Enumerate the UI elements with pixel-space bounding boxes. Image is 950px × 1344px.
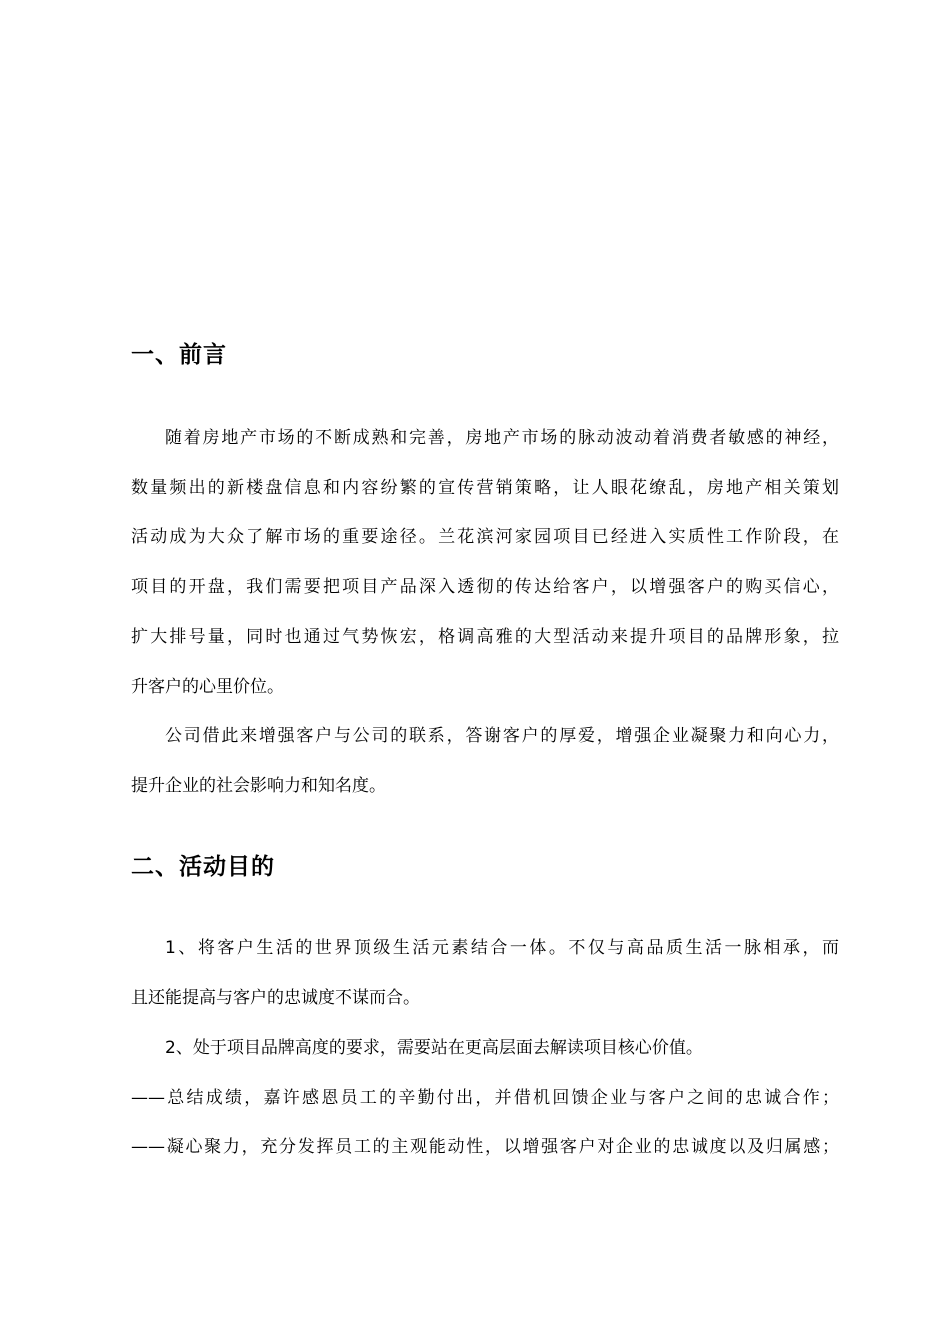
paragraph-line: 提升企业的社会影响力和知名度。 — [131, 776, 386, 796]
paragraph-line: 活动成为大众了解市场的重要途径。兰花滨河家园项目已经进入实质性工作阶段，在 — [131, 527, 839, 547]
paragraph-line: 数量频出的新楼盘信息和内容纷繁的宣传营销策略，让人眼花缭乱，房地产相关策划 — [131, 478, 839, 498]
paragraph-line: 升客户的心里价位。 — [131, 677, 284, 697]
paragraph-line: 扩大排号量，同时也通过气势恢宏，格调高雅的大型活动来提升项目的品牌形象，拉 — [131, 627, 839, 647]
section-heading-preface: 一、前言 — [131, 342, 227, 368]
paragraph-line: ——总结成绩，嘉许感恩员工的辛勤付出，并借机回馈企业与客户之间的忠诚合作； — [131, 1088, 839, 1108]
paragraph-line: 且还能提高与客户的忠诚度不谋而合。 — [131, 988, 420, 1008]
paragraph-line: 项目的开盘，我们需要把项目产品深入透彻的传达给客户，以增强客户的购买信心， — [131, 577, 839, 597]
paragraph-line: 随着房地产市场的不断成熟和完善，房地产市场的脉动波动着消费者敏感的神经， — [165, 428, 839, 448]
section-heading-activity-purpose: 二、活动目的 — [131, 854, 275, 880]
paragraph-line: ——凝心聚力，充分发挥员工的主观能动性，以增强客户对企业的忠诚度以及归属感； — [131, 1137, 839, 1157]
paragraph-line: 公司借此来增强客户与公司的联系，答谢客户的厚爱，增强企业凝聚力和向心力， — [165, 726, 839, 746]
paragraph-line: 1、将客户生活的世界顶级生活元素结合一体。不仅与高品质生活一脉相承，而 — [165, 938, 839, 958]
paragraph-line: 2、处于项目品牌高度的要求，需要站在更高层面去解读项目核心价值。 — [165, 1038, 703, 1058]
